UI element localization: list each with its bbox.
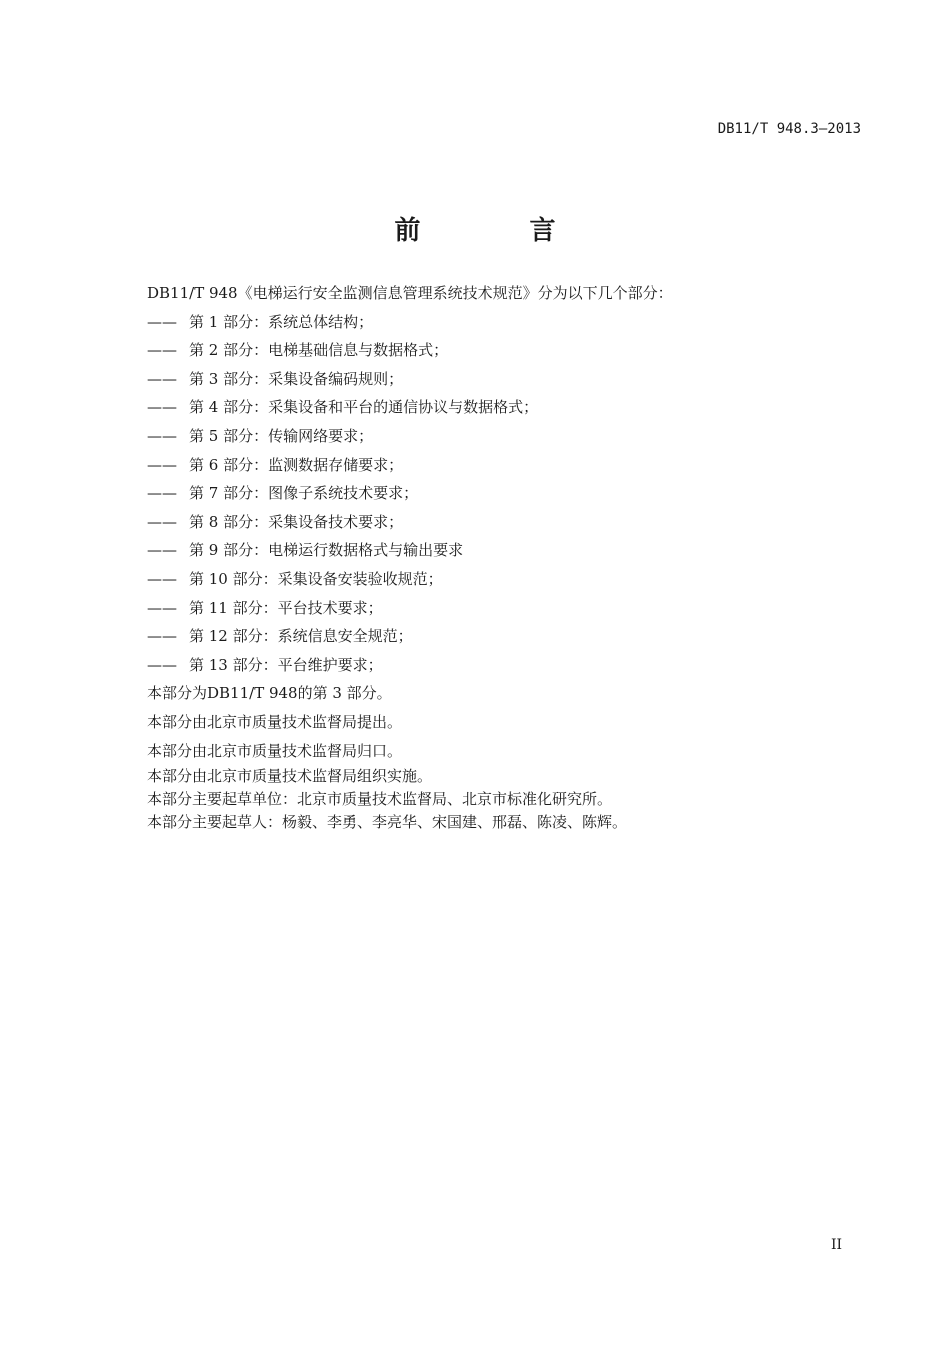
list-dash: —— bbox=[147, 341, 177, 360]
list-dash: —— bbox=[147, 426, 177, 445]
list-dash: —— bbox=[147, 569, 177, 588]
list-item bbox=[147, 451, 847, 480]
list-dash: —— bbox=[147, 369, 177, 388]
list-item-text: 第 1 部分：系统总体结构； bbox=[189, 312, 374, 331]
list-dash: —— bbox=[147, 512, 177, 531]
list-dash: —— bbox=[147, 598, 177, 617]
list-item bbox=[147, 508, 847, 537]
statement-implemented-by: 本部分由北京市质量技术监督局组织实施。 bbox=[147, 767, 433, 786]
list-dash: —— bbox=[147, 627, 177, 646]
statement-part-number: 本部分为DB11/T 948的第 3 部分。 bbox=[147, 684, 392, 703]
list-item-text: 第 10 部分：采集设备安装验收规范； bbox=[189, 569, 443, 588]
foreword-body bbox=[147, 279, 847, 834]
parts-list bbox=[147, 308, 847, 680]
list-item-text: 第 8 部分：采集设备技术要求； bbox=[189, 512, 404, 531]
list-item bbox=[147, 622, 847, 651]
list-item bbox=[147, 565, 847, 594]
list-item-text: 第 13 部分：平台维护要求； bbox=[189, 655, 383, 674]
list-item-text: 第 6 部分：监测数据存储要求； bbox=[189, 455, 404, 474]
list-item-text: 第 7 部分：图像子系统技术要求； bbox=[189, 484, 419, 503]
list-item bbox=[147, 365, 847, 394]
list-item-text: 第 3 部分：采集设备编码规则； bbox=[189, 369, 404, 388]
list-item bbox=[147, 651, 847, 680]
list-dash: —— bbox=[147, 455, 177, 474]
list-dash: —— bbox=[147, 398, 177, 417]
list-item-text: 第 9 部分：电梯运行数据格式与输出要求 bbox=[189, 541, 464, 560]
list-item bbox=[147, 336, 847, 365]
list-item bbox=[147, 308, 847, 337]
list-dash: —— bbox=[147, 312, 177, 331]
list-item bbox=[147, 479, 847, 508]
statement-centralized-by: 本部分由北京市质量技术监督局归口。 bbox=[147, 741, 403, 760]
list-item bbox=[147, 594, 847, 623]
standard-code: DB11/T 948.3—2013 bbox=[717, 121, 861, 137]
intro-paragraph: DB11/T 948《电梯运行安全监测信息管理系统技术规范》分为以下几个部分： bbox=[147, 284, 673, 302]
list-item-text: 第 5 部分：传输网络要求； bbox=[189, 426, 374, 445]
statement-drafters: 本部分主要起草人：杨毅、李勇、李亮华、宋国建、邢磊、陈凌、陈辉。 bbox=[147, 813, 628, 832]
page-title: 前 言 bbox=[394, 216, 606, 246]
list-item bbox=[147, 393, 847, 422]
list-dash: —— bbox=[147, 484, 177, 503]
list-item bbox=[147, 536, 847, 565]
list-item-text: 第 12 部分：系统信息安全规范； bbox=[189, 627, 413, 646]
statements bbox=[147, 679, 847, 834]
list-item bbox=[147, 422, 847, 451]
page-number: II bbox=[830, 1237, 842, 1253]
list-dash: —— bbox=[147, 541, 177, 560]
list-item-text: 第 2 部分：电梯基础信息与数据格式； bbox=[189, 341, 449, 360]
list-dash: —— bbox=[147, 655, 177, 674]
statement-drafting-units: 本部分主要起草单位：北京市质量技术监督局、北京市标准化研究所。 bbox=[147, 790, 613, 809]
list-item-text: 第 4 部分：采集设备和平台的通信协议与数据格式； bbox=[189, 398, 539, 417]
list-item-text: 第 11 部分：平台技术要求； bbox=[189, 598, 383, 617]
statement-proposed-by: 本部分由北京市质量技术监督局提出。 bbox=[147, 712, 403, 731]
